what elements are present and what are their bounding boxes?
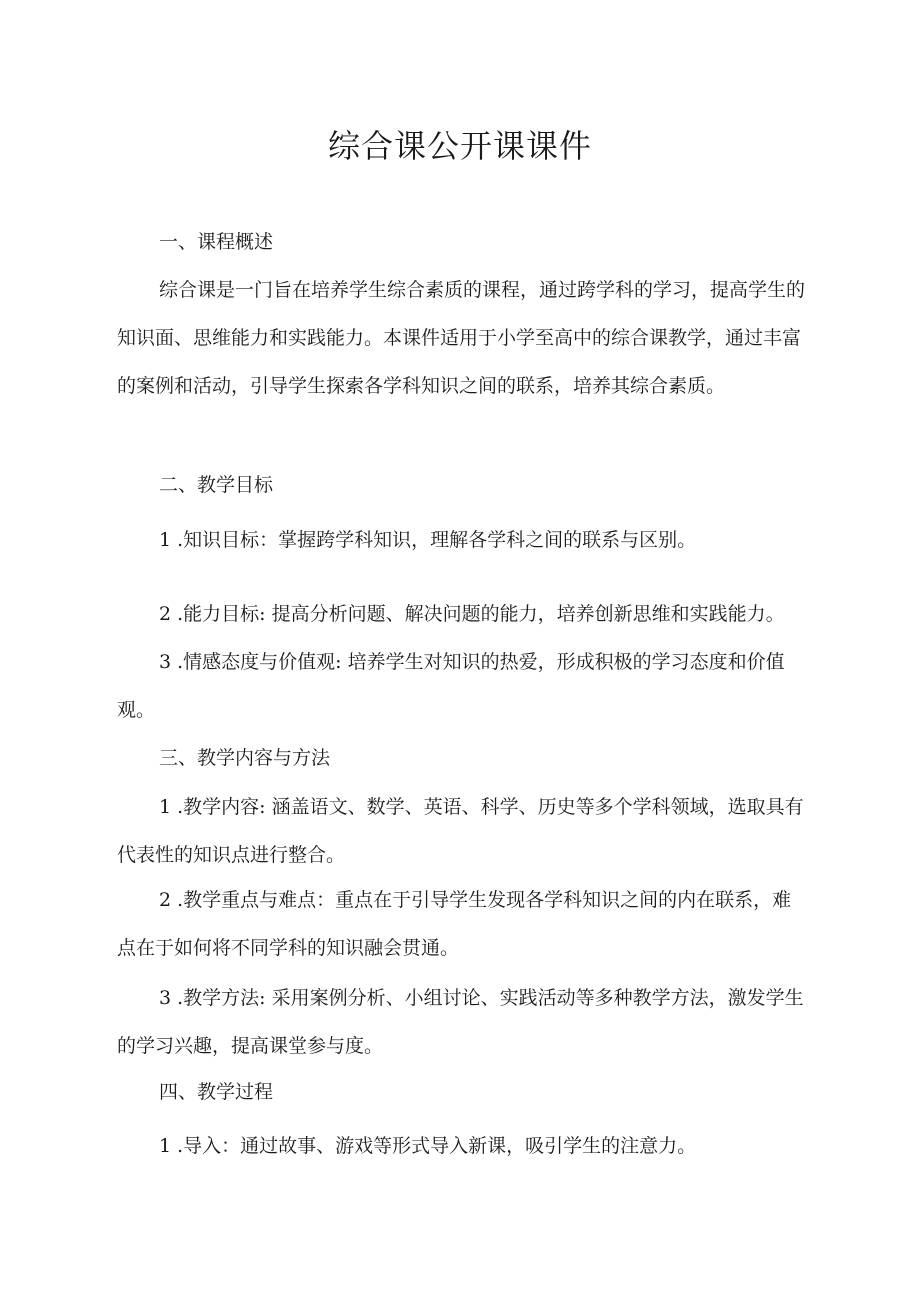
list-item: 2 .教学重点与难点：重点在于引导学生发现各学科知识之间的内在联系，难点在于如何将不同学科的知识融会贯通。 — [117, 889, 792, 959]
list-item: 1 .教学内容: 涵盖语文、数学、英语、科学、历史等多个学科领域，选取具有代表性的知识点进行整合。 — [117, 796, 804, 866]
list-item: 1 .导入：通过故事、游戏等形式导入新课，吸引学生的注意力。 — [159, 1135, 697, 1157]
section-heading: 二、教学目标 — [159, 474, 274, 496]
list-item: 3 .情感态度与价值观: 培养学生对知识的热爱，形成积极的学习态度和价值观。 — [117, 651, 785, 721]
list-item: 2 .能力目标: 提高分析问题、解决问题的能力，培养创新思维和实践能力。 — [159, 603, 785, 625]
section-heading: 四、教学过程 — [159, 1081, 274, 1103]
document-title: 综合课公开课课件 — [327, 127, 592, 165]
section-heading: 三、教学内容与方法 — [159, 747, 331, 769]
paragraph: 综合课是一门旨在培养学生综合素质的课程，通过跨学科的学习，提高学生的知识面、思维能力和实践能力。本课件适用于小学至高中的综合课教学，通过丰富的案例和活动，引导学生探索各学科知识之间的联系，培养其综合素质。 — [117, 279, 806, 397]
list-item: 3 .教学方法: 采用案例分析、小组讨论、实践活动等多种教学方法，激发学生的学习兴趣，提高课堂参与度。 — [117, 987, 804, 1057]
list-item: 1 .知识目标：掌握跨学科知识，理解各学科之间的联系与区别。 — [159, 529, 697, 551]
section-heading: 一、课程概述 — [159, 231, 274, 253]
